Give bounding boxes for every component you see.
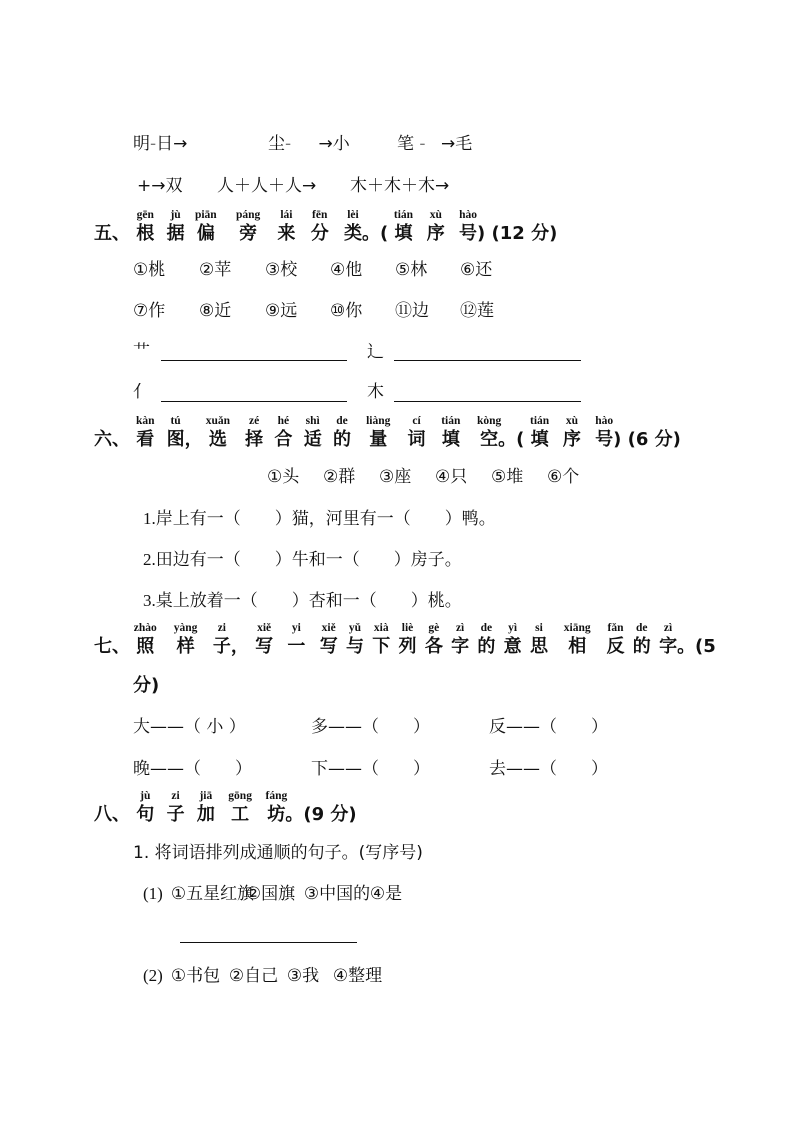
option: ①书包 [170,966,221,986]
hanzi: 分 [310,223,329,244]
antonym-pair: 反——（ ） [489,717,608,737]
hanzi: 写 [319,636,338,657]
pinyin: de [336,415,348,427]
radical-cao [133,341,150,363]
ruby-char [277,209,296,246]
hanzi: 根 [136,223,155,244]
section-number: 七、 [94,636,130,657]
pinyin: tián [441,415,461,427]
score-label: 。(9 分) [285,804,357,825]
section-number: 五、 [94,223,130,244]
pinyin: yǔ [348,622,362,634]
radical-label: 木 [367,382,384,402]
pinyin: liàng [366,415,391,427]
pinyin: tú [170,415,181,427]
option: ⑥还 [460,260,493,280]
option: ④是 [369,884,403,904]
pinyin: yàng [173,622,198,634]
composition-item [268,133,350,155]
pinyin: xiě [257,622,272,634]
ruby-char [136,415,155,452]
hanzi: 意 [503,636,522,657]
arrow-icon: → [318,134,333,154]
pinyin: yì [508,622,518,634]
pinyin: si [535,622,543,634]
option: ①头 [267,467,300,487]
hanzi: 的 [477,636,496,657]
ruby-char [173,622,198,659]
hanzi: 样 [176,636,195,657]
option: ③校 [265,260,298,280]
ruby-char [345,622,364,659]
dash: —— [506,717,540,737]
question-2 [143,549,462,571]
reorder-question-1 [143,883,402,905]
ruby-char [303,415,322,452]
separator: - [150,134,157,154]
ruby-char [319,622,338,659]
hanzi: 量 [369,429,388,450]
option: ⑫莲 [460,301,494,321]
word: 去 [489,759,506,779]
hanzi: 序 [562,429,581,450]
hanzi: 相 [568,636,587,657]
reorder-question-2 [143,965,382,987]
hanzi: 看 [136,429,155,450]
ruby-char [136,790,155,827]
ruby-char [563,622,591,659]
char: 笔 [397,134,414,154]
hanzi: 填 [441,429,460,450]
pinyin: gè [428,622,440,634]
pinyin: piān [194,209,217,221]
question-number: 1. [143,509,156,528]
option: ③我 [286,966,320,986]
option: ⑩你 [330,301,363,321]
option: ②自己 [228,966,279,986]
option: ⑤堆 [491,467,524,487]
answer: 小 [206,717,224,737]
pinyin: lèi [347,209,359,221]
pinyin: shì [305,415,320,427]
radical-chuo [367,341,384,363]
hanzi: 子 [212,636,231,657]
answer-line-chuo[interactable] [394,360,581,361]
antonym-pair: 大——（ 小 ） [133,717,246,737]
ruby-char [407,415,426,452]
option: ⑥个 [547,467,580,487]
ruby-char [287,622,306,659]
option: ⑤林 [395,260,428,280]
option: ④只 [435,467,468,487]
punctuation: ， [230,636,249,657]
pinyin: gōng [228,790,252,802]
pinyin: xuǎn [205,415,230,427]
hanzi: 句 [136,804,155,825]
char: 小 [332,134,350,154]
ruby-char [372,622,391,659]
dash: —— [506,759,540,779]
pinyin: zhào [133,622,157,634]
ruby-char [530,415,550,452]
ruby-char [196,790,215,827]
ruby-char [343,209,362,246]
ruby-char [366,415,391,452]
option: ③中国的 [303,884,371,904]
ruby-char [606,622,625,659]
radical-label: 辶 [367,342,384,362]
pinyin: xiě [321,622,336,634]
arrow-icon: → [173,134,188,154]
question-number: 3. [143,591,156,610]
pinyin: jù [140,790,151,802]
score-label: ) (12 分) [477,223,558,244]
hanzi: 字 [451,636,470,657]
hanzi: 反 [606,636,625,657]
option: ⑧近 [199,301,232,321]
ruby-char [441,415,461,452]
hanzi: 填 [394,223,413,244]
pinyin: zé [249,415,260,427]
hanzi: 图 [166,429,185,450]
hanzi: 偏 [196,223,215,244]
hanzi: 号 [459,223,478,244]
ruby-char [426,209,445,246]
antonym-pair: 去——（ ） [489,759,608,779]
hanzi: 与 [345,636,364,657]
hanzi: 类 [343,223,362,244]
antonym-pair: 晚——（ ） [133,759,252,779]
pinyin: yi [291,622,301,634]
section-5-heading [94,209,558,246]
word: 反 [489,717,506,737]
pinyin: xiāng [563,622,591,634]
section-number: 六、 [94,429,130,450]
section-7-heading-cont: 分) [133,675,160,696]
ruby-char [529,622,548,659]
question-text: 岸上有一（ ）猫，河里有一（ ）鸭。 [155,509,496,529]
ruby-char [166,790,185,827]
pinyin: kàn [136,415,155,427]
option: ⑪边 [395,301,429,321]
question-text: 田边有一（ ）牛和一（ ）房子。 [155,550,462,570]
pinyin: hé [277,415,290,427]
hanzi: 工 [231,804,250,825]
pinyin: fǎn [607,622,624,634]
ruby-char [228,790,252,827]
ruby-char [166,415,185,452]
section-number: 八、 [94,804,130,825]
hanzi: 下 [372,636,391,657]
ruby-char [659,622,678,659]
word: 晚 [133,759,150,779]
hanzi: 各 [424,636,443,657]
punctuation: 。( [361,223,389,244]
options-row-2 [133,300,494,322]
question-3 [143,590,462,612]
hanzi: 适 [303,429,322,450]
hanzi: 据 [166,223,185,244]
ruby-char [393,209,414,246]
hanzi: 列 [398,636,417,657]
pinyin: cí [412,415,421,427]
antonym-pair: 下——（ ） [311,759,430,779]
option: ④他 [330,260,363,280]
composition-item: +→双 [137,176,183,196]
ruby-char [245,415,264,452]
pinyin: tián [530,415,550,427]
dash: —— [150,717,184,737]
pinyin: kòng [476,415,502,427]
radical-label: 艹 [133,342,150,362]
dash: —— [150,759,184,779]
ruby-char [136,209,155,246]
ruby-char [424,622,443,659]
hanzi: 思 [529,636,548,657]
option: ⑦作 [133,301,166,321]
ruby-char [255,622,274,659]
pinyin: lái [280,209,293,221]
answer-line-reorder-1[interactable] [180,942,357,943]
hanzi: 照 [136,636,155,657]
ruby-char [595,415,614,452]
ruby-char [310,209,329,246]
answer-line-ren[interactable] [161,401,347,402]
word: 多 [311,717,328,737]
ruby-char [503,622,522,659]
punctuation: 。( [498,429,525,450]
hanzi: 的 [332,429,351,450]
section-8-heading [94,790,357,827]
hanzi: 选 [208,429,227,450]
ruby-char [632,622,651,659]
separator: - [285,134,292,154]
ruby-char [212,622,231,659]
pinyin: xià [373,622,389,634]
pinyin: jù [170,209,181,221]
question-text: 桌上放着一（ ）杏和一（ ）桃。 [155,591,462,611]
answer-line-cao[interactable] [161,360,347,361]
composition-item [397,133,472,155]
hanzi: 坊 [267,804,286,825]
radical-mu [367,381,384,403]
radical-ren [133,381,150,403]
hanzi: 加 [196,804,215,825]
question-number: 2. [143,550,156,569]
hanzi: 一 [287,636,306,657]
pinyin: xù [565,415,578,427]
ruby-char [562,415,581,452]
option: ②苹 [199,260,232,280]
option: ②国旗 [245,884,296,904]
word: 下 [311,759,328,779]
pinyin: hào [459,209,477,221]
question-label: (1) [143,884,163,903]
hanzi: 的 [632,636,651,657]
pinyin: xù [429,209,442,221]
composition-item: 人＋人＋人→ [217,176,317,196]
pinyin: gēn [136,209,154,221]
section-6-heading [94,415,681,452]
word: 大 [133,717,150,737]
antonym-row-1 [133,716,608,738]
hanzi: 择 [245,429,264,450]
question-label: (2) [143,966,163,985]
pinyin: tián [393,209,414,221]
measure-word-options [267,466,579,488]
ruby-char [205,415,230,452]
sub-question-1: 1. 将词语排列成通顺的句子。(写序号) [133,843,423,863]
hanzi: 来 [277,223,296,244]
hanzi: 旁 [239,223,258,244]
composition-item [133,134,187,154]
ruby-char [451,622,470,659]
hanzi: 填 [530,429,549,450]
hanzi: 字 [659,636,678,657]
hanzi: 序 [426,223,445,244]
ruby-char [332,415,351,452]
ruby-char [398,622,417,659]
pinyin: hào [595,415,614,427]
composition-row-1 [133,133,187,155]
hanzi: 子 [166,804,185,825]
ruby-char [133,622,157,659]
option: ②群 [323,467,356,487]
score-label: 。(5 [677,636,716,657]
pinyin: liè [401,622,414,634]
separator: - [419,134,426,154]
char: 明 [133,134,150,154]
ruby-char [166,209,185,246]
ruby-char [274,415,293,452]
ruby-char [265,790,288,827]
hanzi: 合 [274,429,293,450]
pinyin: fáng [265,790,288,802]
dash: —— [328,717,362,737]
ruby-char [235,209,261,246]
pinyin: jiā [199,790,213,802]
pinyin: de [636,622,648,634]
options-row-1 [133,259,492,281]
hanzi: 写 [255,636,274,657]
section-7-heading [94,622,716,659]
score-label: ) (6 分) [613,429,681,450]
hanzi: 空 [480,429,499,450]
pinyin: zì [455,622,465,634]
ruby-char [476,415,502,452]
pinyin: fēn [312,209,328,221]
option: ①桃 [133,260,166,280]
pinyin: zì [663,622,673,634]
pinyin: páng [235,209,261,221]
dash: —— [328,759,362,779]
option: ③座 [379,467,412,487]
pinyin: de [480,622,493,634]
option: ④整理 [332,966,383,986]
composition-item: 木＋木＋木→ [350,176,450,196]
ruby-char [459,209,478,246]
radical-label: 亻 [133,382,150,402]
answer-line-mu[interactable] [394,401,581,402]
antonym-pair: 多——（ ） [311,717,430,737]
char: 毛 [455,134,473,154]
ruby-char [477,622,496,659]
pinyin: zi [171,790,180,802]
char: 尘 [268,134,285,154]
pinyin: zi [217,622,226,634]
question-1 [143,508,496,530]
hanzi: 号 [595,429,614,450]
arrow-icon: → [440,134,456,154]
option: ⑨远 [265,301,298,321]
hanzi: 词 [407,429,426,450]
antonym-row-2 [133,758,608,780]
char: 日 [156,134,174,154]
punctuation: ， [184,429,203,450]
option: ①五星红旗 [170,884,255,904]
ruby-char [194,209,217,246]
